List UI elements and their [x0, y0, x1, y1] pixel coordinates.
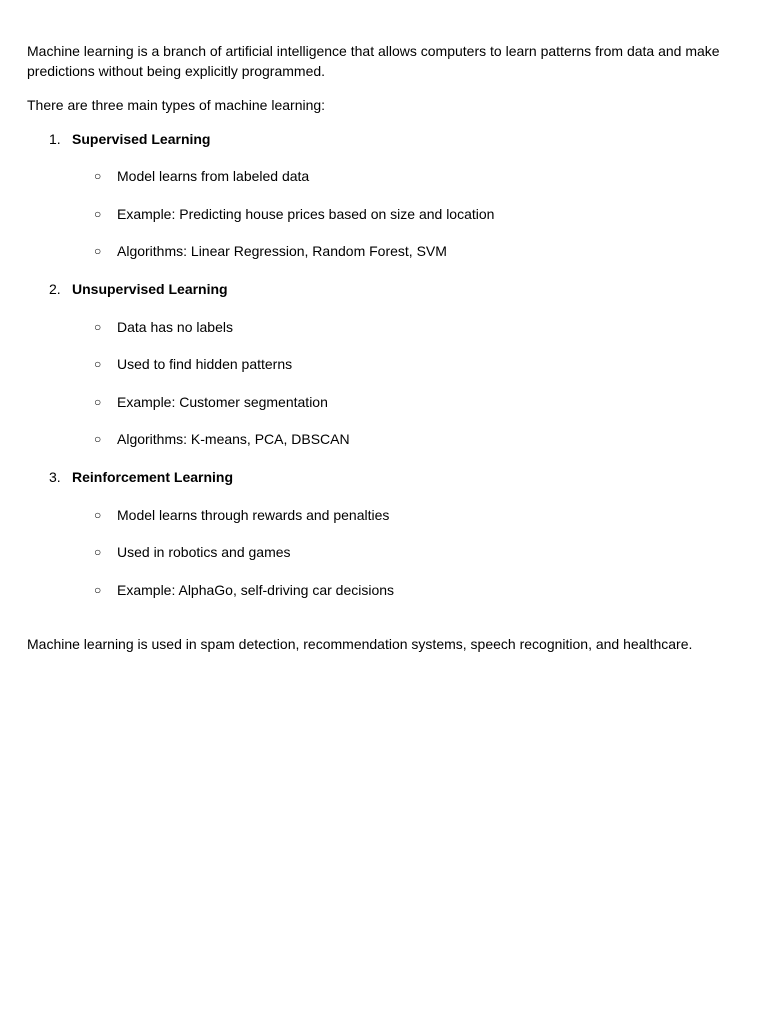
sub-item-text: Used to find hidden patterns — [117, 356, 293, 372]
hollow-circle-bullet-icon: ○ — [94, 583, 102, 597]
list-number: 2. — [49, 281, 61, 297]
hollow-circle-bullet-icon: ○ — [94, 432, 102, 446]
intro-paragraph: Machine learning is a branch of artificial intelligence that allows computers to learn patterns from data and make predictions without being explicitly programmed. — [27, 43, 720, 79]
hollow-circle-bullet-icon: ○ — [94, 545, 102, 559]
types-intro: There are three main types of machine learning: — [27, 97, 326, 113]
list-number: 1. — [49, 131, 61, 147]
section-heading: Supervised Learning — [72, 131, 211, 147]
section-heading: Reinforcement Learning — [72, 469, 234, 485]
sub-item-text: Algorithms: Linear Regression, Random Forest, SVM — [117, 243, 447, 259]
hollow-circle-bullet-icon: ○ — [94, 207, 102, 221]
closing-paragraph: Machine learning is used in spam detection, recommendation systems, speech recognition, and healthcare. — [27, 636, 693, 652]
hollow-circle-bullet-icon: ○ — [94, 244, 102, 258]
hollow-circle-bullet-icon: ○ — [94, 320, 102, 334]
hollow-circle-bullet-icon: ○ — [94, 508, 102, 522]
hollow-circle-bullet-icon: ○ — [94, 395, 102, 409]
sub-item-text: Example: AlphaGo, self-driving car decisions — [117, 582, 395, 598]
sub-item-text: Example: Customer segmentation — [117, 394, 328, 410]
list-number: 3. — [49, 469, 61, 485]
sub-item-text: Example: Predicting house prices based on size and location — [117, 206, 495, 222]
sub-item-text: Used in robotics and games — [117, 544, 291, 560]
section-heading: Unsupervised Learning — [72, 281, 228, 297]
sub-item-text: Data has no labels — [117, 319, 233, 335]
hollow-circle-bullet-icon: ○ — [94, 169, 102, 183]
sub-item-text: Algorithms: K-means, PCA, DBSCAN — [117, 431, 350, 447]
sub-item-text: Model learns from labeled data — [117, 168, 310, 184]
sub-item-text: Model learns through rewards and penalties — [117, 507, 390, 523]
hollow-circle-bullet-icon: ○ — [94, 357, 102, 371]
